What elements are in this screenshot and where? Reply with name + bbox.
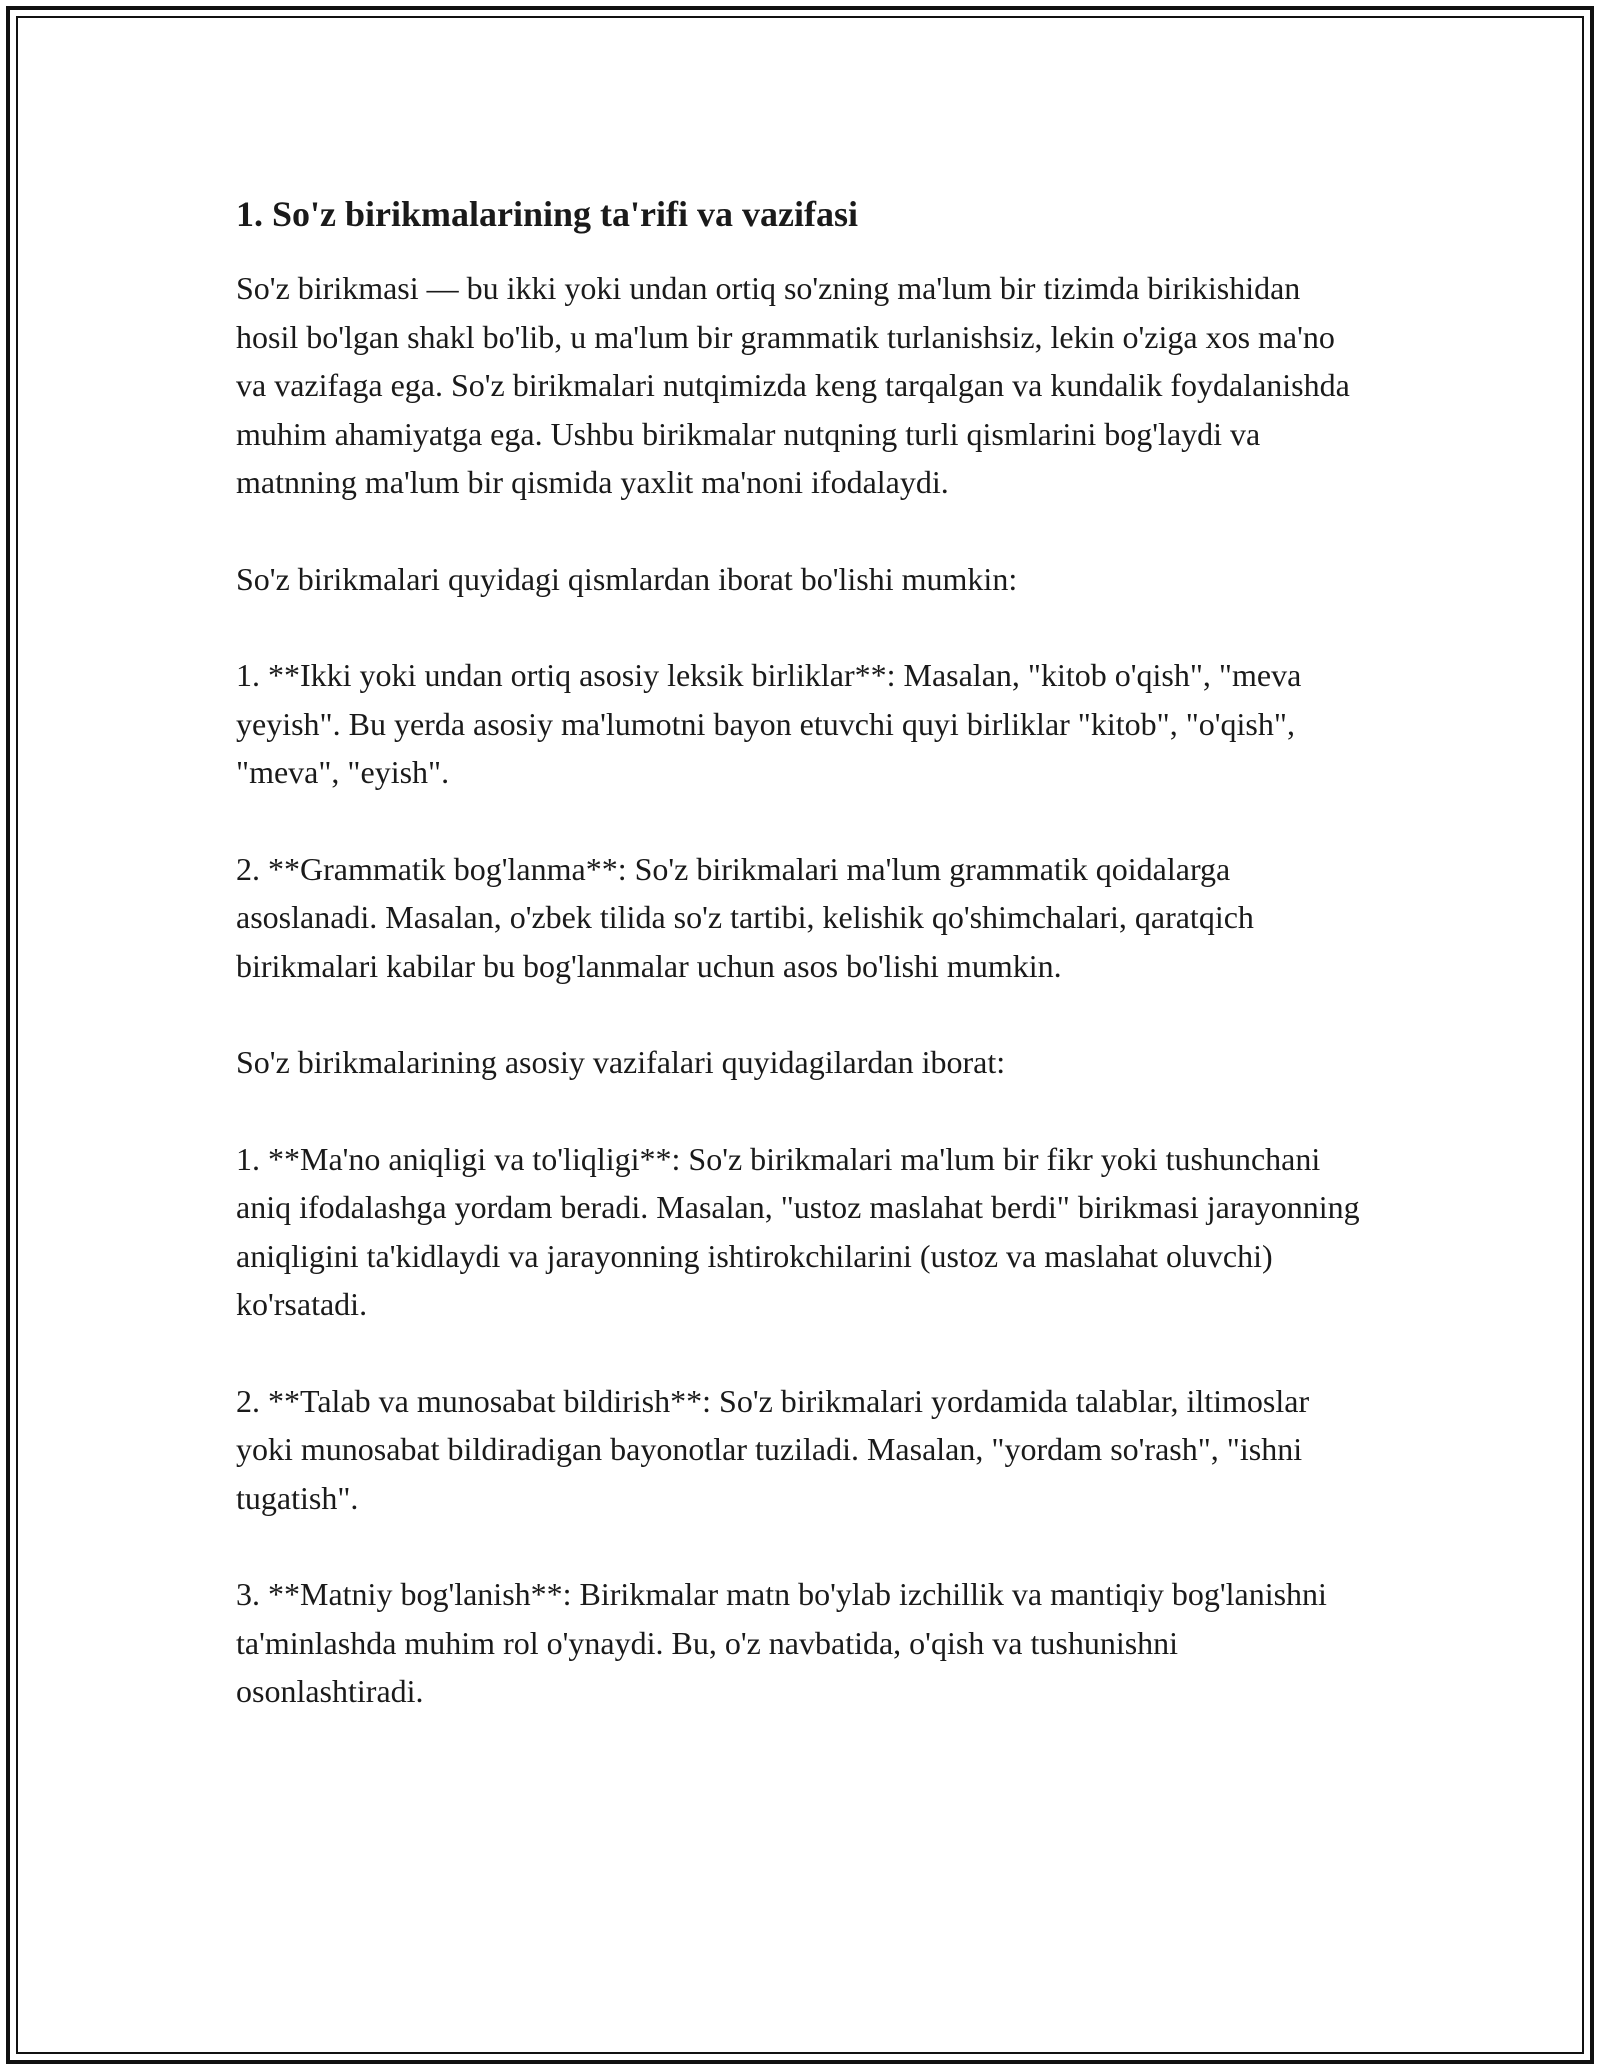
document-body xyxy=(236,186,1366,1764)
list-item-request-attitude: 2. **Talab va munosabat bildirish**: So'z birikmalari yordamida talablar, iltimoslar yoki munosabat bildiradigan bayonotlar tuziladi. Masalan, "yordam so'rash", "ishni tugatish". xyxy=(236,1382,1310,1516)
list-item-lexical-units: 1. **Ikki yoki undan ortiq asosiy leksik birliklar**: Masalan, "kitob o'qish", "meva yeyish". Bu yerda asosiy ma'lumotni bayon etuvchi quyi birliklar "kitob", "o'qish", "meva", "eyish". xyxy=(236,657,1302,790)
section-title: 1. So'z birikmalarining ta'rifi va vazifasi xyxy=(236,194,858,234)
paragraph-definition: So'z birikmasi — bu ikki yoki undan ortiq so'zning ma'lum bir tizimda birikishidan hosil bo'lgan shakl bo'lib, u ma'lum bir grammatik turlanishsiz, lekin o'ziga xos ma'no va vazifaga ega. So'z birikmalari nutqimizda keng tarqalgan va kundalik foydalanishda muhim ahamiyatga ega. Ushbu birikmalar nutqning turli qismlarini bog'laydi va matnning ma'lum bir qismida yaxlit ma'noni ifodalaydi. xyxy=(236,270,1350,500)
paragraph-components-intro: So'z birikmalari quyidagi qismlardan iborat bo'lishi mumkin: xyxy=(236,560,1018,597)
list-item-meaning-precision: 1. **Ma'no aniqligi va to'liqligi**: So'z birikmalari ma'lum bir fikr yoki tushunchani aniq ifodalashga yordam beradi. Masalan, "ustoz maslahat berdi" birikmasi jarayonning aniqligini ta'kidlaydi va jarayonning ishtirokchilarini (ustoz va maslahat oluvchi) ko'rsatadi. xyxy=(236,1140,1360,1322)
list-item-text-cohesion: 3. **Matniy bog'lanish**: Birikmalar matn bo'ylab izchillik va mantiqiy bog'lanishni ta'minlashda muhim rol o'ynaydi. Bu, o'z navbatida, o'qish va tushunishni osonlashtiradi. xyxy=(236,1576,1327,1709)
list-item-grammatical-link: 2. **Grammatik bog'lanma**: So'z birikmalari ma'lum grammatik qoidalarga asoslanadi. Masalan, o'zbek tilida so'z tartibi, kelishik qo'shimchalari, qaratqich birikmalari kabilar bu bog'lanmalar uchun asos bo'lishi mumkin. xyxy=(236,850,1254,984)
paragraph-functions-intro: So'z birikmalarining asosiy vazifalari quyidagilardan iborat: xyxy=(236,1044,1006,1080)
